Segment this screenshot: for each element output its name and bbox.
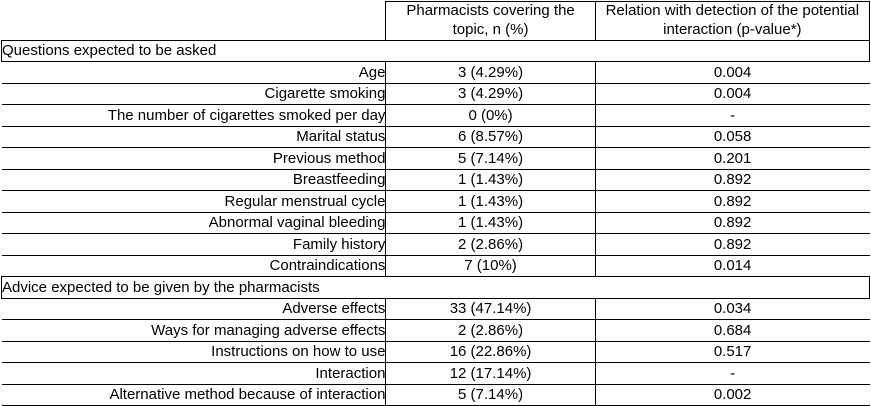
table-section-row (2, 277, 870, 299)
table-row (2, 298, 870, 320)
table-row (2, 363, 870, 385)
row-coverage-value: 5 (7.14%) (386, 384, 595, 406)
row-pvalue: 0.892 (595, 169, 869, 191)
table-row (2, 126, 870, 148)
table-row (2, 234, 870, 256)
row-coverage-value: 3 (4.29%) (386, 83, 595, 105)
row-coverage-value: 5 (7.14%) (386, 148, 595, 170)
row-pvalue: - (595, 363, 869, 385)
table-row (2, 62, 870, 84)
row-coverage-value: 0 (0%) (386, 105, 595, 127)
row-pvalue: 0.892 (595, 212, 869, 234)
table-row (2, 169, 870, 191)
row-pvalue: - (595, 105, 869, 127)
row-coverage-value: 12 (17.14%) (386, 363, 595, 385)
header-cell-coverage: Pharmacists covering the topic, n (%) (386, 2, 595, 41)
header-cell-blank (2, 2, 386, 41)
row-label: Age (2, 62, 386, 84)
row-label: Ways for managing adverse effects (2, 320, 386, 342)
table-row (2, 148, 870, 170)
section-title: Questions expected to be asked (2, 40, 870, 62)
results-table (1, 1, 870, 406)
row-label: Cigarette smoking (2, 83, 386, 105)
table-body (2, 40, 870, 406)
row-coverage-value: 6 (8.57%) (386, 126, 595, 148)
row-pvalue: 0.034 (595, 298, 869, 320)
row-label: Breastfeeding (2, 169, 386, 191)
table-row (2, 255, 870, 277)
row-label: Contraindications (2, 255, 386, 277)
row-pvalue: 0.892 (595, 191, 869, 213)
row-pvalue: 0.201 (595, 148, 869, 170)
row-pvalue: 0.002 (595, 384, 869, 406)
row-pvalue: 0.684 (595, 320, 869, 342)
row-label: Interaction (2, 363, 386, 385)
row-label: Family history (2, 234, 386, 256)
table-row (2, 320, 870, 342)
row-label: Alternative method because of interaction (2, 384, 386, 406)
row-label: Abnormal vaginal bleeding (2, 212, 386, 234)
header-cell-relation: Relation with detection of the potential interaction (p-value*) (595, 2, 869, 41)
header-row (2, 2, 870, 41)
row-pvalue: 0.892 (595, 234, 869, 256)
row-coverage-value: 1 (1.43%) (386, 169, 595, 191)
row-coverage-value: 3 (4.29%) (386, 62, 595, 84)
row-label: The number of cigarettes smoked per day (2, 105, 386, 127)
table-row (2, 341, 870, 363)
row-coverage-value: 1 (1.43%) (386, 191, 595, 213)
row-pvalue: 0.058 (595, 126, 869, 148)
table-row (2, 384, 870, 406)
row-pvalue: 0.014 (595, 255, 869, 277)
row-label: Previous method (2, 148, 386, 170)
row-label: Adverse effects (2, 298, 386, 320)
table-row (2, 83, 870, 105)
table-section-row (2, 40, 870, 62)
row-coverage-value: 7 (10%) (386, 255, 595, 277)
section-title: Advice expected to be given by the pharmacists (2, 277, 870, 299)
table-row (2, 212, 870, 234)
row-coverage-value: 1 (1.43%) (386, 212, 595, 234)
row-pvalue: 0.004 (595, 62, 869, 84)
row-coverage-value: 16 (22.86%) (386, 341, 595, 363)
table-row (2, 105, 870, 127)
row-pvalue: 0.004 (595, 83, 869, 105)
row-coverage-value: 2 (2.86%) (386, 320, 595, 342)
row-coverage-value: 33 (47.14%) (386, 298, 595, 320)
row-label: Regular menstrual cycle (2, 191, 386, 213)
row-label: Instructions on how to use (2, 341, 386, 363)
table-row (2, 191, 870, 213)
table-header (2, 2, 870, 41)
row-label: Marital status (2, 126, 386, 148)
row-pvalue: 0.517 (595, 341, 869, 363)
row-coverage-value: 2 (2.86%) (386, 234, 595, 256)
